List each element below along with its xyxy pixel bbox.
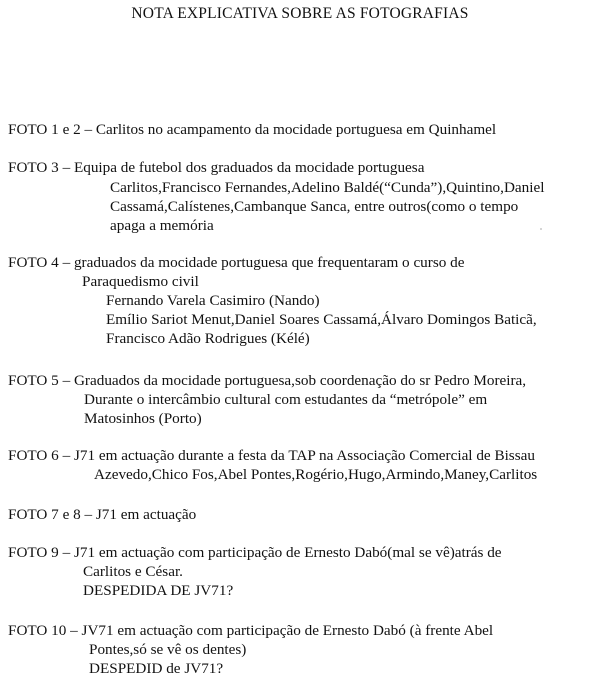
foto-4-line-2: Paraquedismo civil [82, 273, 199, 290]
foto-9-line-3: DESPEDIDA DE JV71? [83, 582, 234, 599]
foto-1-2-line-1: FOTO 1 e 2 – Carlitos no acampamento da mocidade portuguesa em Quinhamel [8, 121, 497, 138]
foto-6-line-2: Azevedo,Chico Fos,Abel Pontes,Rogério,Hugo,Armindo,Maney,Carlitos [94, 466, 538, 483]
foto-4-line-3: Fernando Varela Casimiro (Nando) [106, 292, 320, 309]
foto-10-line-3: DESPEDID de JV71? [89, 660, 224, 677]
foto-7-8-line-1: FOTO 7 e 8 – J71 em actuação [8, 506, 197, 523]
foto-10-line-2: Pontes,só se vê os dentes) [89, 641, 247, 658]
foto-3-line-2: Carlitos,Francisco Fernandes,Adelino Baldé(“Cunda”),Quintino,Daniel [110, 179, 545, 196]
foto-3-line-1: FOTO 3 – Equipa de futebol dos graduados da mocidade portuguesa [8, 159, 425, 176]
scan-speck [540, 228, 542, 230]
page-title: NOTA EXPLICATIVA SOBRE AS FOTOGRAFIAS [131, 5, 469, 22]
foto-9-line-1: FOTO 9 – J71 em actuação com participação de Ernesto Dabó(mal se vê)atrás de [8, 544, 502, 561]
foto-4-line-4: Emílio Sariot Menut,Daniel Soares Cassamá,Álvaro Domingos Baticã, [106, 311, 537, 328]
foto-5-line-2: Durante o intercâmbio cultural com estudantes da “metrópole” em [84, 391, 488, 408]
foto-3-line-3: Cassamá,Calístenes,Cambanque Sanca, entre outros(como o tempo [110, 198, 519, 215]
foto-4-line-1: FOTO 4 – graduados da mocidade portuguesa que frequentaram o curso de [8, 254, 465, 271]
foto-9-line-2: Carlitos e César. [83, 563, 183, 580]
foto-3-line-4: apaga a memória [110, 217, 214, 234]
foto-5-line-3: Matosinhos (Porto) [84, 410, 202, 427]
foto-4-line-5: Francisco Adão Rodrigues (Kélé) [106, 330, 310, 347]
foto-5-line-1: FOTO 5 – Graduados da mocidade portuguesa,sob coordenação do sr Pedro Moreira, [8, 372, 527, 389]
foto-10-line-1: FOTO 10 – JV71 em actuação com participação de Ernesto Dabó (à frente Abel [8, 622, 494, 639]
foto-6-line-1: FOTO 6 – J71 em actuação durante a festa da TAP na Associação Comercial de Bissau [8, 447, 535, 464]
